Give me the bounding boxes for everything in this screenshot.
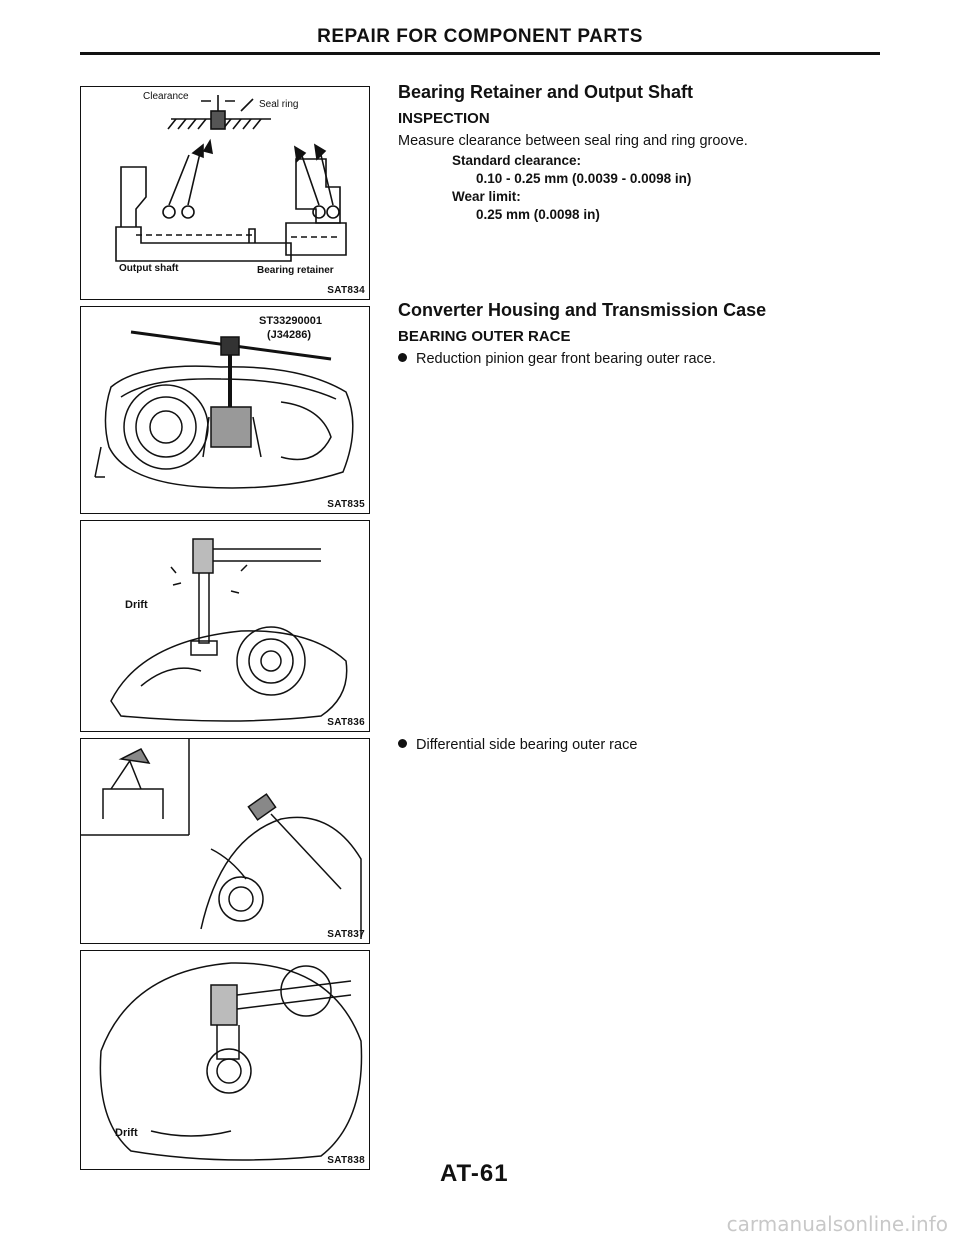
std-clearance-label: Standard clearance:: [452, 153, 582, 168]
figure-sat836: [80, 520, 370, 732]
bullet-item: [398, 737, 878, 753]
section-subtitle: INSPECTION: [398, 110, 490, 127]
tool-number-label: ST33290001: [259, 315, 322, 327]
figure-code: SAT836: [327, 717, 365, 728]
inspection-text: Measure clearance between seal ring and ring groove.: [398, 133, 748, 149]
drift-label: Drift: [125, 599, 148, 611]
section-bearing: [398, 82, 878, 222]
drift-label: Drift: [115, 1127, 138, 1139]
bullet-icon: [398, 353, 407, 362]
bullet-icon: [398, 739, 407, 748]
clearance-label: Clearance: [143, 91, 189, 102]
page-header: REPAIR FOR COMPONENT PARTS: [317, 26, 643, 47]
puller-tool-diagram: [81, 307, 369, 513]
figure-code: SAT834: [327, 285, 365, 296]
figure-code: SAT835: [327, 499, 365, 510]
seal-ring-label: Seal ring: [259, 99, 299, 110]
figure-code: SAT837: [327, 929, 365, 940]
wear-limit-label: Wear limit:: [452, 189, 521, 204]
section-title: Bearing Retainer and Output Shaft: [398, 82, 694, 102]
wear-limit-value: 0.25 mm (0.0098 in): [476, 207, 600, 222]
figure-sat834: [80, 86, 370, 300]
figure-sat835: [80, 306, 370, 514]
tool-alt-label: (J34286): [267, 329, 312, 341]
bearing-retainer-label: Bearing retainer: [257, 265, 334, 276]
bullet-item: [398, 351, 878, 367]
hammer-race-diagram: [81, 739, 369, 943]
figure-sat837: [80, 738, 370, 944]
section-converter: [398, 300, 878, 367]
section-title: Converter Housing and Transmission Case: [398, 300, 767, 320]
section-differential: [398, 737, 878, 753]
std-clearance-value: 0.10 - 0.25 mm (0.0039 - 0.0098 in): [476, 171, 692, 186]
section-subtitle: BEARING OUTER RACE: [398, 328, 571, 345]
watermark: carmanualsonline.info: [726, 1212, 948, 1236]
header-rule: [80, 52, 880, 55]
figure-sat838: [80, 950, 370, 1170]
page-number: AT-61: [440, 1160, 509, 1187]
figure-code: SAT838: [327, 1155, 365, 1166]
drift-install-diagram: [81, 521, 369, 731]
bullet-text: Reduction pinion gear front bearing outer race.: [416, 351, 716, 367]
output-shaft-label: Output shaft: [119, 263, 179, 274]
bullet-text: Differential side bearing outer race: [416, 737, 638, 753]
